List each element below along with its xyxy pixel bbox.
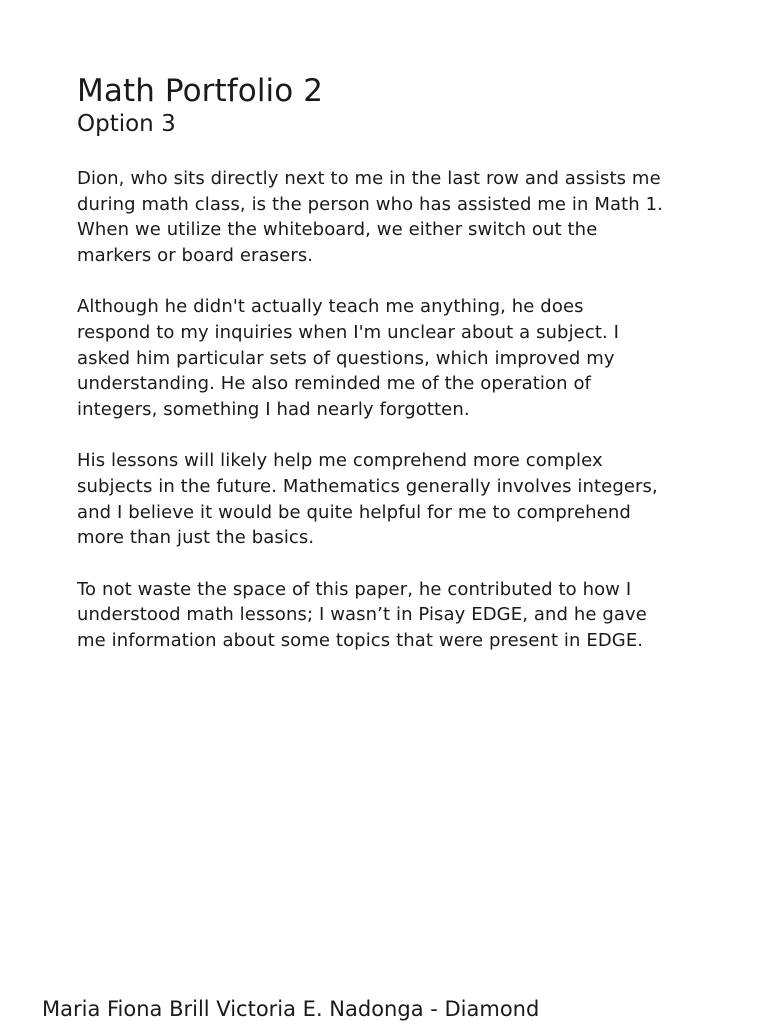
paragraph-line: Dion, who sits directly next to me in the last row and assists me xyxy=(77,168,661,189)
paragraph-4 xyxy=(77,577,707,654)
paragraph-line: integers, something I had nearly forgotten. xyxy=(77,399,470,421)
document-title: Math Portfolio 2 xyxy=(77,73,324,109)
paragraph-line: and I believe it would be quite helpful for me to comprehend xyxy=(77,501,631,523)
author-footer: Maria Fiona Brill Victoria E. Nadonga - Diamond xyxy=(42,997,540,1021)
paragraph-1 xyxy=(77,166,707,269)
paragraph-line: subjects in the future. Mathematics generally involves integers, xyxy=(77,476,658,498)
paragraph-line: understood math lessons; I wasn’t in Pisay EDGE, and he gave xyxy=(77,604,647,626)
paragraph-line: markers or board erasers. xyxy=(77,245,314,267)
paragraph-line: His lessons will likely help me comprehend more complex xyxy=(77,450,603,472)
paragraph-2 xyxy=(77,294,707,423)
paragraph-line: To not waste the space of this paper, he contributed to how I xyxy=(77,578,632,600)
paragraph-line: When we utilize the whiteboard, we either switch out the xyxy=(77,219,598,241)
paragraph-line: me information about some topics that were present in EDGE. xyxy=(77,630,644,652)
document-subtitle: Option 3 xyxy=(77,111,176,137)
paragraph-line: Although he didn't actually teach me anything, he does xyxy=(77,296,584,318)
paragraph-3 xyxy=(77,448,707,551)
paragraph-line: asked him particular sets of questions, which improved my xyxy=(77,347,615,369)
paragraph-line: more than just the basics. xyxy=(77,527,315,549)
paragraph-line: respond to my inquiries when I'm unclear about a subject. I xyxy=(77,322,620,344)
document-body xyxy=(77,166,707,679)
paragraph-line: during math class, is the person who has assisted me in Math 1. xyxy=(77,193,663,215)
paragraph-line: understanding. He also reminded me of the operation of xyxy=(77,373,591,395)
